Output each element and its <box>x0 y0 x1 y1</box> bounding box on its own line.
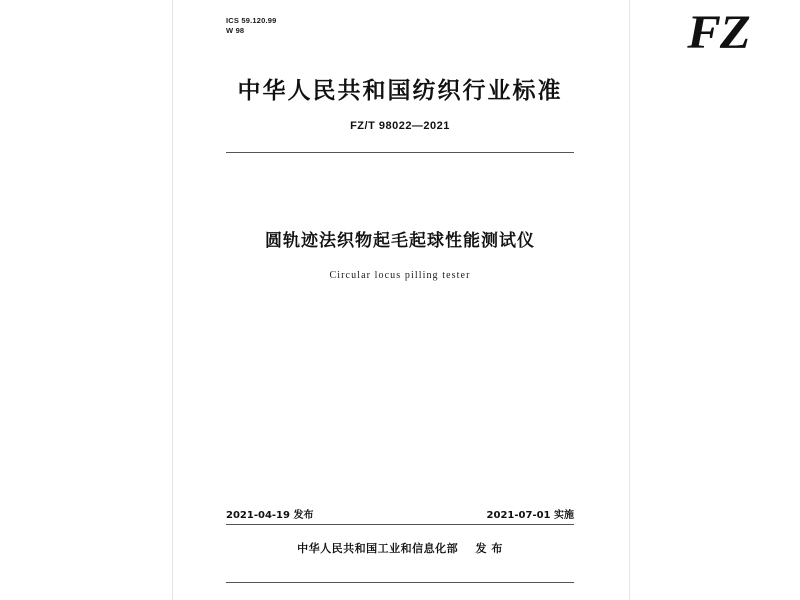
document-title-english: Circular locus pilling tester <box>329 270 471 281</box>
classification-code: W 98 <box>226 26 245 35</box>
standard-series-title: 中华人民共和国纺织行业标准 <box>237 78 563 104</box>
issuing-authority: 中华人民共和国工业和信息化部 发 布 <box>297 542 503 555</box>
ics-block <box>226 16 277 36</box>
document-title-chinese: 圆轨迹法织物起毛起球性能测试仪 <box>265 231 535 251</box>
implementation-date: 2021-07-01 实施 <box>486 510 574 521</box>
standard-number: FZ/T 98022—2021 <box>350 120 450 132</box>
divider-top <box>226 152 574 153</box>
dates-row <box>226 506 574 521</box>
divider-dates <box>226 524 574 525</box>
divider-bottom <box>226 582 574 583</box>
ics-code: ICS 59.120.99 <box>226 16 277 25</box>
issue-date: 2021-04-19 发布 <box>226 510 314 521</box>
fz-logo: FZ <box>687 6 750 59</box>
